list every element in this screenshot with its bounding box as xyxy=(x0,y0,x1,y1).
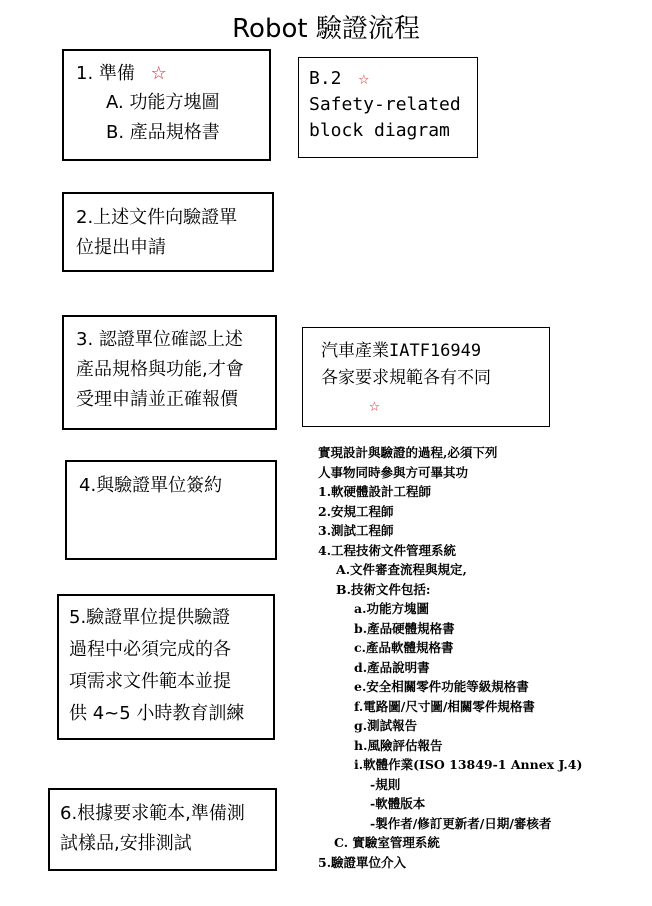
req-doc-item: e.安全相關零件功能等級規格書 xyxy=(354,679,529,694)
step-3-line-2: 產品規格與功能,才會 xyxy=(76,359,244,380)
step-5-line-3: 項需求文件範本並提 xyxy=(69,671,231,692)
step-1-item-a: A. 功能方塊圖 xyxy=(106,92,220,113)
requirements-list xyxy=(318,443,582,872)
step-6-line-2: 試樣品,安排測試 xyxy=(60,833,192,854)
req-doc-item: g.測試報告 xyxy=(354,718,418,733)
step-2-box xyxy=(62,192,274,272)
req-software-item: -軟體版本 xyxy=(370,796,426,811)
step-5-line-4: 供 4~5 小時教育訓練 xyxy=(69,703,245,724)
req-doc-item: f.電路圖/尺寸圖/相關零件規格書 xyxy=(354,698,535,714)
req-item: 1.軟硬體設計工程師 xyxy=(318,484,432,499)
step-1-item-b: B. 產品規格書 xyxy=(106,122,220,143)
req-subitem: B.技術文件包括: xyxy=(336,581,431,597)
step-1-box xyxy=(62,49,271,161)
star-icon: ☆ xyxy=(150,63,167,84)
req-doc-item: c.產品軟體規格書 xyxy=(354,640,454,655)
step-1-label: 1. 準備 xyxy=(76,63,135,84)
step-4-line-1: 4.與驗證單位簽約 xyxy=(79,475,223,496)
req-software-item: -規則 xyxy=(370,776,401,792)
step-3-line-3: 受理申請並正確報價 xyxy=(76,389,238,410)
req-intro-2: 人事物同時參與方可畢其功 xyxy=(318,464,469,480)
b2-note-line-3: block diagram xyxy=(309,120,450,141)
iatf-note-box xyxy=(302,327,550,427)
step-4-box xyxy=(65,460,277,560)
step-2-line-2: 位提出申請 xyxy=(76,237,166,258)
req-item: 5.驗證單位介入 xyxy=(318,854,407,870)
step-3-box xyxy=(62,315,277,430)
star-icon: ☆ xyxy=(358,68,370,89)
step-6-line-1: 6.根據要求範本,準備測 xyxy=(60,803,245,824)
req-doc-item: h.風險評估報告 xyxy=(354,737,443,753)
iatf-note-line-1: 汽車產業IATF16949 xyxy=(321,341,482,361)
req-subitem: C. 實驗室管理系統 xyxy=(334,835,440,850)
req-intro-1: 實現設計與驗證的過程,必須下列 xyxy=(318,445,498,460)
req-doc-item: b.產品硬體規格書 xyxy=(354,620,455,636)
req-item: 4.工程技術文件管理系統 xyxy=(318,542,457,558)
req-doc-item: d.產品說明書 xyxy=(354,659,430,675)
star-icon: ☆ xyxy=(369,395,380,416)
req-software-item: -製作者/修訂更新者/日期/審核者 xyxy=(370,815,552,831)
req-item: 2.安規工程師 xyxy=(318,503,394,519)
step-6-box xyxy=(48,788,277,871)
b2-note-line-2: Safety-related xyxy=(309,94,461,115)
req-subitem: A.文件審查流程與規定, xyxy=(336,562,467,577)
iatf-note-line-2: 各家要求規範各有不同 xyxy=(321,368,491,388)
req-item: 3.測試工程師 xyxy=(318,523,394,538)
step-5-line-1: 5.驗證單位提供驗證 xyxy=(69,607,231,628)
step-3-line-1: 3. 認證單位確認上述 xyxy=(76,329,243,350)
step-5-box xyxy=(57,594,275,740)
step-2-line-1: 2.上述文件向驗證單 xyxy=(76,207,238,228)
b2-note-box xyxy=(298,57,478,158)
req-doc-item: i.軟體作業(ISO 13849-1 Annex J.4) xyxy=(354,757,583,772)
req-doc-item: a.功能方塊圖 xyxy=(354,601,429,616)
b2-note-line-1: B.2 xyxy=(309,68,342,89)
page-title: Robot 驗證流程 xyxy=(232,14,420,44)
step-5-line-2: 過程中必須完成的各 xyxy=(69,639,231,660)
